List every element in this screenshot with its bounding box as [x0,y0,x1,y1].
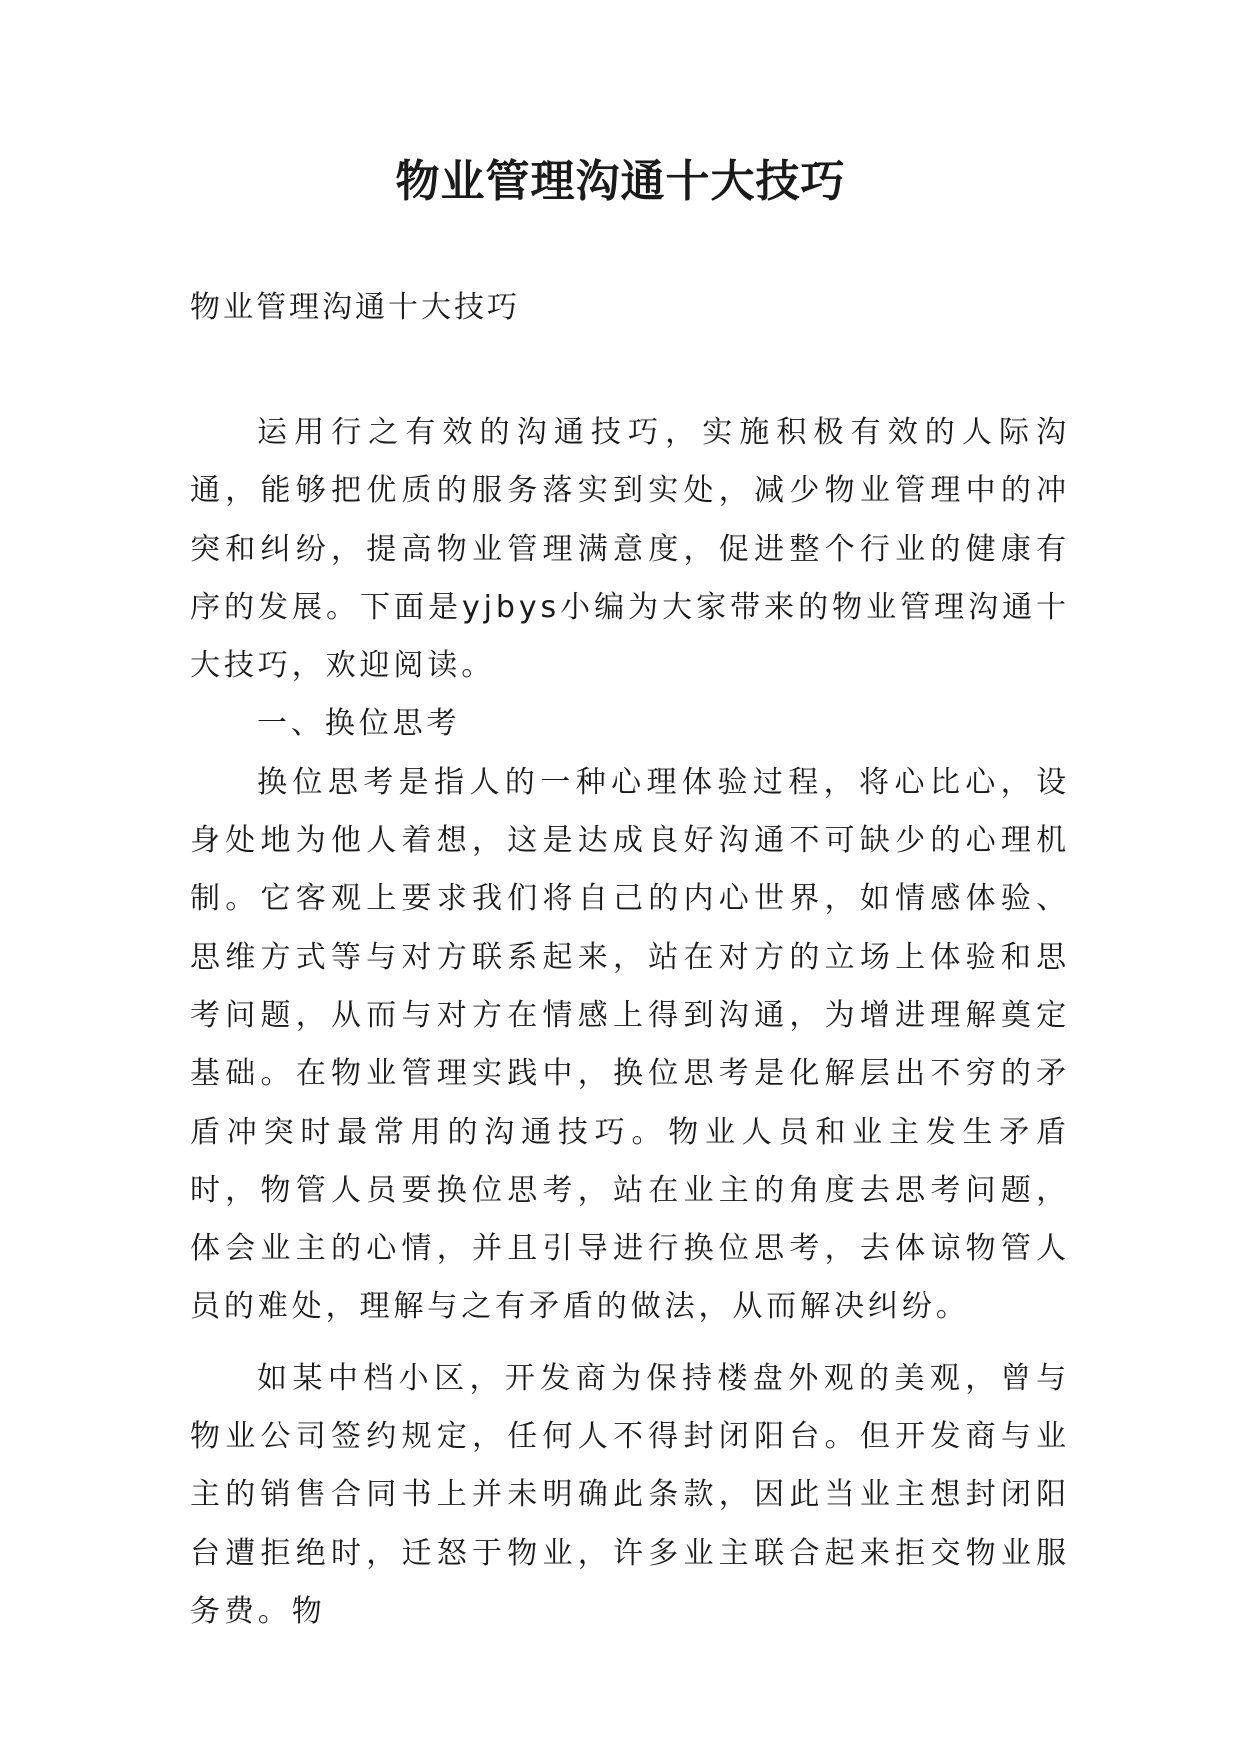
document-body [190,404,1070,1641]
intro-paragraph: 运用行之有效的沟通技巧，实施积极有效的人际沟通，能够把优质的服务落实到实处，减少物业管理中的冲突和纠纷，提高物业管理满意度，促进整个行业的健康有序的发展。下面是yjbys小编为大家带来的物业管理沟通十大技巧，欢迎阅读。 [190,415,1070,684]
section-heading: 一、换位思考 [257,706,461,742]
body-paragraph: 如某中档小区，开发商为保持楼盘外观的美观，曾与物业公司签约规定，任何人不得封闭阳台。但开发商与业主的销售合同书上并未明确此条款，因此当业主想封闭阳台遭拒绝时，迁怒于物业，许多业主联合起来拒交物业服务费。物 [190,1360,1070,1629]
document-subtitle: 物业管理沟通十大技巧 [190,290,520,325]
document-title: 物业管理沟通十大技巧 [395,156,846,207]
body-paragraph: 换位思考是指人的一种心理体验过程，将心比心，设身处地为他人着想，这是达成良好沟通不可缺少的心理机制。它客观上要求我们将自己的内心世界，如情感体验、思维方式等与对方联系起来，站在对方的立场上体验和思考问题，从而与对方在情感上得到沟通，为增进理解奠定基础。在物业管理实践中，换位思考是化解层出不穷的矛盾冲突时最常用的沟通技巧。物业人员和业主发生矛盾时，物管人员要换位思考，站在业主的角度去思考问题，体会业主的心情，并且引导进行换位思考，去体谅物管人员的难处，理解与之有矛盾的做法，从而解决纠纷。 [190,764,1070,1325]
